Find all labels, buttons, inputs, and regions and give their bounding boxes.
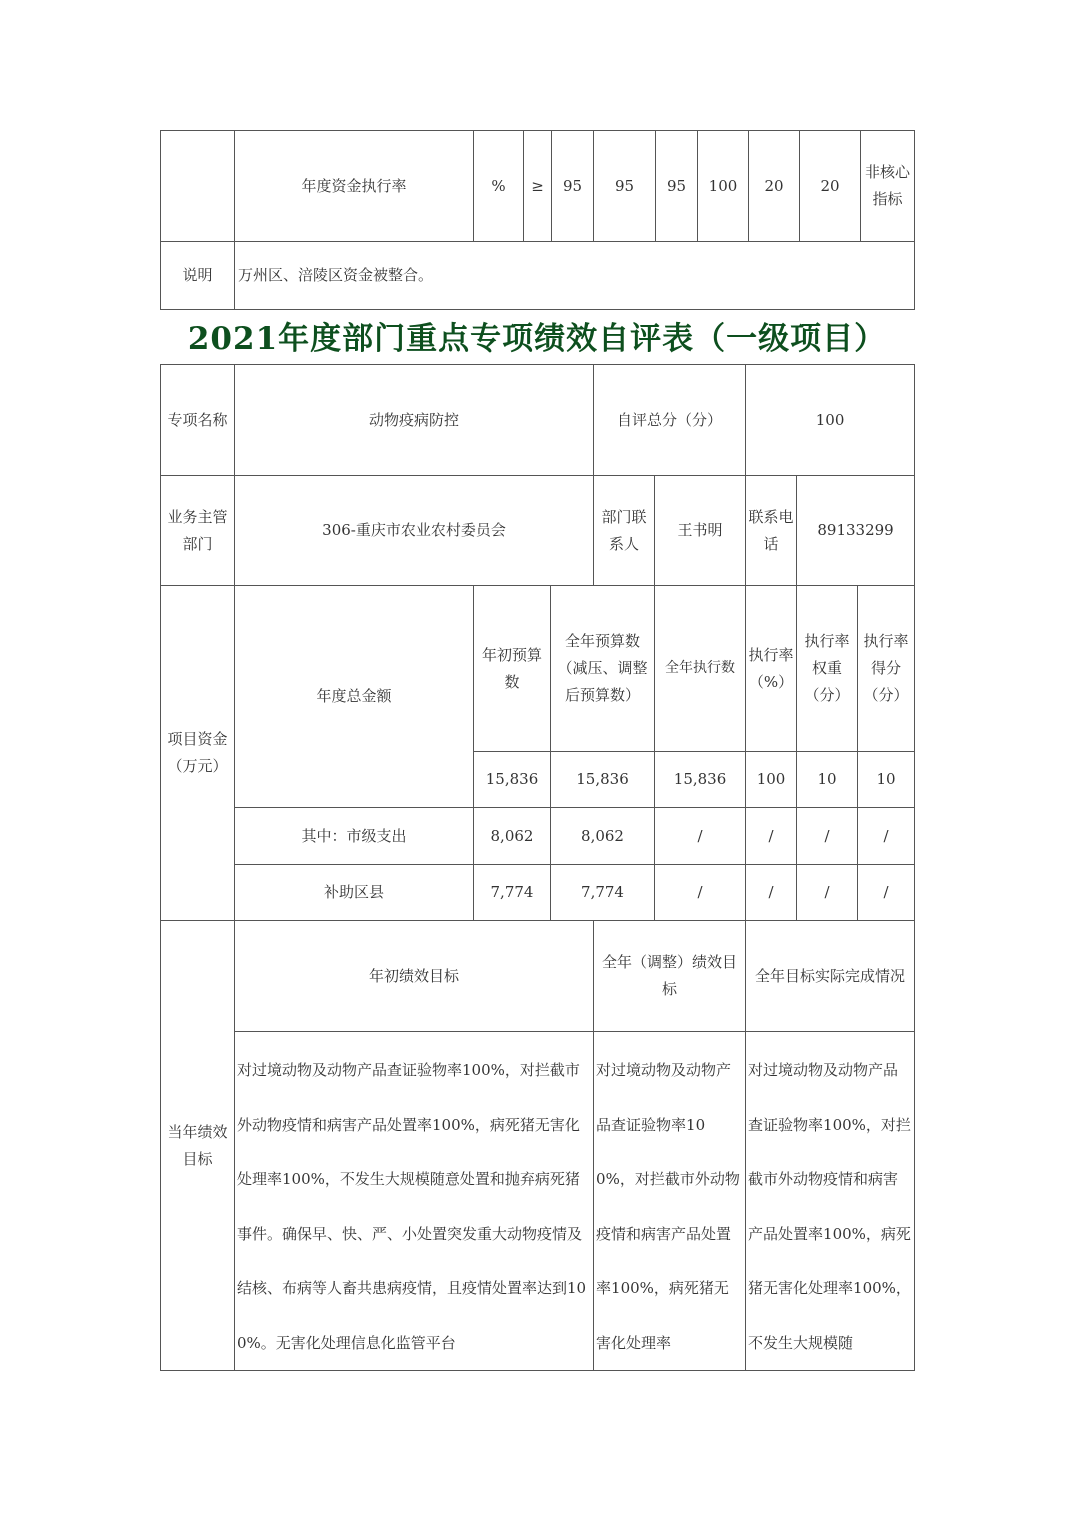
goals-initial-text: 对过境动物及动物产品查证验物率100%，对拦截市外动物疫情和病害产品处置率100%，病死猪无害化处理率100%，不发生大规模随意处置和抛弃病死猪事件。确保早、快、严、小处置突发重大动物疫情及结核、布病等人畜共患病疫情，且疫情处置率达到100%。无害化处理信息化监管平台 <box>235 1032 594 1371</box>
self-score: 100 <box>746 365 915 476</box>
goals-adjusted-text: 对过境动物及动物产品查证验物率100%，对拦截市外动物疫情和病害产品处置率100%，病死猪无害化处理率 <box>594 1032 746 1371</box>
phone-label: 联系电话 <box>746 476 797 586</box>
self-score-label: 自评总分（分） <box>594 365 746 476</box>
indicator-value: 20 <box>800 131 861 242</box>
funds-row-label: 其中：市级支出 <box>235 808 474 865</box>
goals-content-row <box>161 1032 915 1371</box>
goals-header-row <box>161 921 915 1032</box>
contact-label: 部门联系人 <box>594 476 655 586</box>
indicator-type: 非核心指标 <box>861 131 915 242</box>
funds-weight-header: 执行率权重（分） <box>797 586 858 752</box>
funds-adjusted: 7,774 <box>551 865 655 921</box>
goals-actual-header: 全年目标实际完成情况 <box>746 921 915 1032</box>
funds-score: / <box>858 808 915 865</box>
page-title: 2021年度部门重点专项绩效自评表（一级项目） <box>187 321 887 357</box>
performance-table <box>160 364 915 1371</box>
funds-weight: 10 <box>797 752 858 808</box>
funds-row-label: 补助区县 <box>235 865 474 921</box>
goals-label: 当年绩效目标 <box>161 921 235 1371</box>
project-name-row <box>161 365 915 476</box>
funds-adjusted-header: 全年预算数（减压、调整后预算数） <box>551 586 655 752</box>
indicator-value: 95 <box>656 131 698 242</box>
funds-weight: / <box>797 865 858 921</box>
indicator-unit: % <box>474 131 524 242</box>
contact-name: 王书明 <box>655 476 746 586</box>
funds-initial: 15,836 <box>474 752 551 808</box>
funds-executed: / <box>655 865 746 921</box>
note-row <box>161 242 915 310</box>
phone-number: 89133299 <box>797 476 915 586</box>
note-text: 万州区、涪陵区资金被整合。 <box>235 242 915 310</box>
funds-initial-header: 年初预算数 <box>474 586 551 752</box>
funds-rate-header: 执行率（%） <box>746 586 797 752</box>
indicator-value: 95 <box>594 131 656 242</box>
funds-weight: / <box>797 808 858 865</box>
funds-executed-header: 全年执行数 <box>655 586 746 752</box>
indicator-row <box>161 131 915 242</box>
indicator-value: 100 <box>698 131 749 242</box>
funds-county-row <box>161 865 915 921</box>
indicator-value: 95 <box>552 131 594 242</box>
indicator-operator: ≥ <box>524 131 552 242</box>
funds-executed: 15,836 <box>655 752 746 808</box>
department-row <box>161 476 915 586</box>
funds-score: 10 <box>858 752 915 808</box>
funds-header-row <box>161 586 915 752</box>
note-label: 说明 <box>161 242 235 310</box>
funds-executed: / <box>655 808 746 865</box>
project-name-label: 专项名称 <box>161 365 235 476</box>
indicator-value: 20 <box>749 131 800 242</box>
funds-score: / <box>858 865 915 921</box>
funds-city-row <box>161 808 915 865</box>
dept-label: 业务主管部门 <box>161 476 235 586</box>
funds-total-header: 年度总金额 <box>235 586 474 808</box>
funds-adjusted: 15,836 <box>551 752 655 808</box>
empty-cell <box>161 131 235 242</box>
funds-rate: / <box>746 865 797 921</box>
indicator-name: 年度资金执行率 <box>235 131 474 242</box>
goals-initial-header: 年初绩效目标 <box>235 921 594 1032</box>
funds-initial: 8,062 <box>474 808 551 865</box>
funds-adjusted: 8,062 <box>551 808 655 865</box>
goals-adjusted-header: 全年（调整）绩效目标 <box>594 921 746 1032</box>
project-name: 动物疫病防控 <box>235 365 594 476</box>
funds-rate: / <box>746 808 797 865</box>
funds-rate: 100 <box>746 752 797 808</box>
indicator-table <box>160 130 915 310</box>
dept-name: 306-重庆市农业农村委员会 <box>235 476 594 586</box>
goals-actual-text: 对过境动物及动物产品查证验物率100%，对拦截市外动物疫情和病害产品处置率100%，病死猪无害化处理率100%，不发生大规模随 <box>746 1032 915 1371</box>
funds-label: 项目资金（万元） <box>161 586 235 921</box>
funds-initial: 7,774 <box>474 865 551 921</box>
funds-score-header: 执行率得分（分） <box>858 586 915 752</box>
